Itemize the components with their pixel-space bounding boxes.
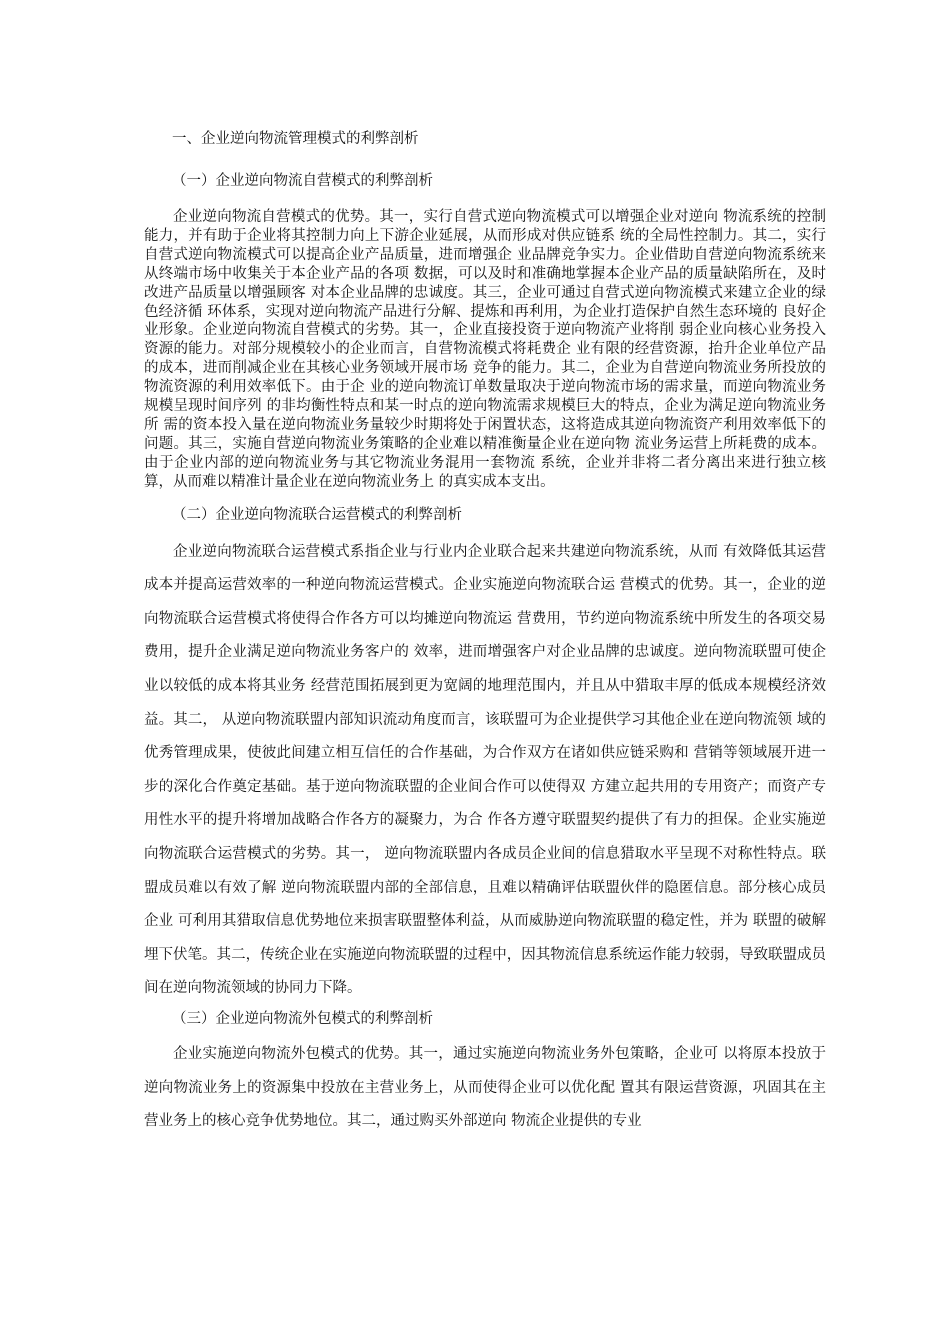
section-2-heading: （二）企业逆向物流联合运营模式的利弊剖析 xyxy=(172,506,462,523)
document-body xyxy=(144,128,826,1139)
section-1-heading: （一）企业逆向物流自营模式的利弊剖析 xyxy=(172,173,433,189)
section-1-paragraph: 企业逆向物流自营模式的优势。其一，实行自营式逆向物流模式可以增强企业对逆向 物流系统的控制能力，并有助于企业将其控制力向上下游企业延展，从而形成对供应链系 统的全局性控制力。其二，实行自营式逆向物流模式可以提高企业产品质量，进而增强企 业品牌竞争实力。企业借助自营逆向物流系统来从终端市场中收集关于本企业产品的各项 数据，可以及时和准确地掌握本企业产品的质量缺陷所在，及时改进产品质量以增强顾客 对本企业品牌的忠诚度。其三，企业可通过自营式逆向物流模式来建立企业的绿色经济循 环体系，实现对逆向物流产品进行分解、提炼和再利用，为企业打造保护自然生态环境的 良好企业形象。企业逆向物流自营模式的劣势。其一，企业直接投资于逆向物流产业将削 弱企业向核心业务投入资源的能力。对部分规模较小的企业而言，自营物流模式将耗费企 业有限的经营资源，抬升企业单位产品的成本，进而削减企业在其核心业务领域开展市场 竞争的能力。其二，企业为自营逆向物流业务所投放的物流资源的利用效率低下。由于企 业的逆向物流订单数量取决于逆向物流市场的需求量，而逆向物流业务规模呈现时间序列 的非均衡性特点和某一时点的逆向物流需求规模巨大的特点，企业为满足逆向物流业务所 需的资本投入量在逆向物流业务量较少时期将处于闲置状态，这将造成其逆向物流资产利用效率低下的问题。其三，实施自营逆向物流业务策略的企业难以精准衡量企业在逆向物 流业务运营上所耗费的成本。由于企业内部的逆向物流业务与其它物流业务混用一套物流 系统，企业并非将二者分离出来进行独立核算，从而难以精准计量企业在逆向物流业务上 的真实成本支出。 xyxy=(144,209,826,490)
section-3-heading: （三）企业逆向物流外包模式的利弊剖析 xyxy=(172,1010,433,1027)
main-heading: 一、企业逆向物流管理模式的利弊剖析 xyxy=(172,131,419,147)
section-3-paragraph: 企业实施逆向物流外包模式的优势。其一，通过实施逆向物流业务外包策略，企业可 以将原本投放于逆向物流业务上的资源集中投放在主营业务上，从而使得企业可以优化配 置其有限运营资源，巩固其在主营业务上的核心竞争优势地位。其二，通过购买外部逆向 物流企业提供的专业 xyxy=(144,1045,826,1130)
section-2-paragraph: 企业逆向物流联合运营模式系指企业与行业内企业联合起来共建逆向物流系统，从而 有效降低其运营成本并提高运营效率的一种逆向物流运营模式。企业实施逆向物流联合运 营模式的优势。其一，企业的逆向物流联合运营模式将使得合作各方可以均摊逆向物流运 营费用，节约逆向物流系统中所发生的各项交易费用，提升企业满足逆向物流业务客户的 效率，进而增强客户对企业品牌的忠诚度。逆向物流联盟可使企业以较低的成本将其业务 经营范围拓展到更为宽阔的地理范围内，并且从中猎取丰厚的低成本规模经济效益。其二， 从逆向物流联盟内部知识流动角度而言，该联盟可为企业提供学习其他企业在逆向物流领 域的优秀管理成果，使彼此间建立相互信任的合作基础，为合作双方在诸如供应链采购和 营销等领域展开进一步的深化合作奠定基础。基于逆向物流联盟的企业间合作可以使得双 方建立起共用的专用资产；而资产专用性水平的提升将增加战略合作各方的凝聚力，为合 作各方遵守联盟契约提供了有力的担保。企业实施逆向物流联合运营模式的劣势。其一， 逆向物流联盟内各成员企业间的信息猎取水平呈现不对称性特点。联盟成员难以有效了解 逆向物流联盟内部的全部信息，且难以精确评估联盟伙伴的隐匿信息。部分核心成员企业 可利用其猎取信息优势地位来损害联盟整体利益，从而威胁逆向物流联盟的稳定性，并为 联盟的破解埋下伏笔。其二，传统企业在实施逆向物流联盟的过程中，因其物流信息系统运作能力较弱，导致联盟成员间在逆向物流领域的协同力下降。 xyxy=(144,543,826,997)
